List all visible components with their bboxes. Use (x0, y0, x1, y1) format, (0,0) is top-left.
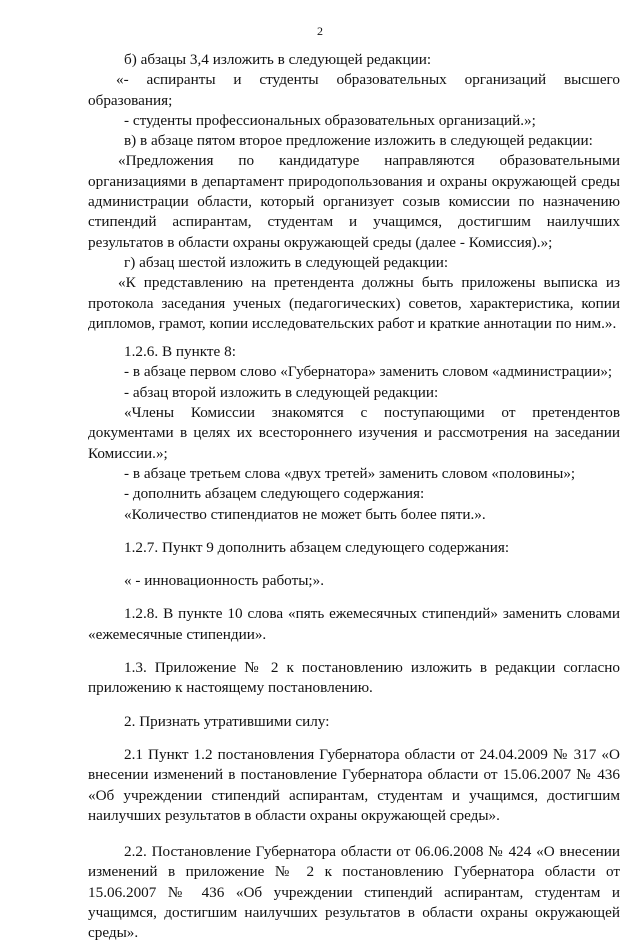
paragraph-2-2: 2.2. Постановление Губернатора области от 06.06.2008 № 424 «О внесении изменений в приложение № 2 к постановлению Губернатора области от 15.06.2007 № 436 «Об учреждении стипендий аспирантам, студентам и учащимся, достигшим наилучших результатов в области охраны окружающей среды». (88, 843, 620, 942)
paragraph-k-predstavleniyu: «К представлению на претендента должны быть приложены выписка из протокола заседания ученых (педагогических) советов, характеристика, копии дипломов, грамот, копии исследовательских работ и краткие аннотации по ним.». (88, 274, 620, 332)
paragraph-2-priznat: 2. Признать утратившими силу: (124, 712, 330, 730)
paragraph-innovacionnost: « - инновационность работы;». (124, 572, 325, 590)
paragraph-b-abzacy: б) абзацы 3,4 изложить в следующей редакции: (124, 51, 432, 68)
paragraph-studenty-prof: - студенты профессиональных образовательных организаций.»; (124, 111, 536, 129)
paragraph-dvuh-tretei: - в абзаце третьем слова «двух третей» заменить словом «половины»; (124, 464, 576, 482)
paragraph-gubernatora-administracii: - в абзаце первом слово «Губернатора» заменить словом «администрации»; (124, 363, 613, 381)
paragraph-abzac-vtoroi: - абзац второй изложить в следующей редакции: (124, 383, 439, 401)
paragraph-1-3: 1.3. Приложение № 2 к постановлению изложить в редакции согласно приложению к настоящему постановлению. (88, 659, 620, 697)
document-body (88, 50, 620, 944)
paragraph-dopolnit-abzacem: - дополнить абзацем следующего содержания: (124, 485, 425, 503)
paragraph-predlozheniya: «Предложения по кандидатуре направляются образовательными организациями в департамент природопользования и охраны окружающей среды администрации области, который организует созыв комиссии по назначению стипендий аспирантам, студентам и учащимся, достигшим наилучших результатов в области охраны окружающей среды (далее - Комиссия).»; (88, 152, 620, 251)
paragraph-aspiranty-studenty: «- аспиранты и студенты образовательных организаций высшего образования; (88, 71, 620, 109)
paragraph-g-abzac-shestoi: г) абзац шестой изложить в следующей редакции: (124, 253, 449, 271)
paragraph-1-2-7: 1.2.7. Пункт 9 дополнить абзацем следующего содержания: (124, 538, 510, 556)
paragraph-1-2-6: 1.2.6. В пункте 8: (124, 343, 236, 361)
paragraph-kolichestvo-stipendiatov: «Количество стипендиатов не может быть более пяти.». (124, 505, 486, 523)
paragraph-1-2-8: 1.2.8. В пункте 10 слова «пять ежемесячных стипендий» заменить словами «ежемесячные стипендии». (88, 605, 620, 643)
page-number: 2 (317, 24, 323, 38)
paragraph-chleny-komissii: «Члены Комиссии знакомятся с поступающими от претендентов документами в целях их всестороннего изучения и рассмотрения на заседании Комиссии.»; (88, 404, 620, 462)
paragraph-v-abzac-pyatyi: в) в абзаце пятом второе предложение изложить в следующей редакции: (124, 132, 593, 150)
paragraph-2-1: 2.1 Пункт 1.2 постановления Губернатора области от 24.04.2009 № 317 «О внесении изменений в постановление Губернатора области от 15.06.2007 № 436 «Об учреждении стипендий аспирантам, студентам и учащимся, достигшим наилучших результатов в области охраны окружающей среды». (88, 745, 620, 824)
